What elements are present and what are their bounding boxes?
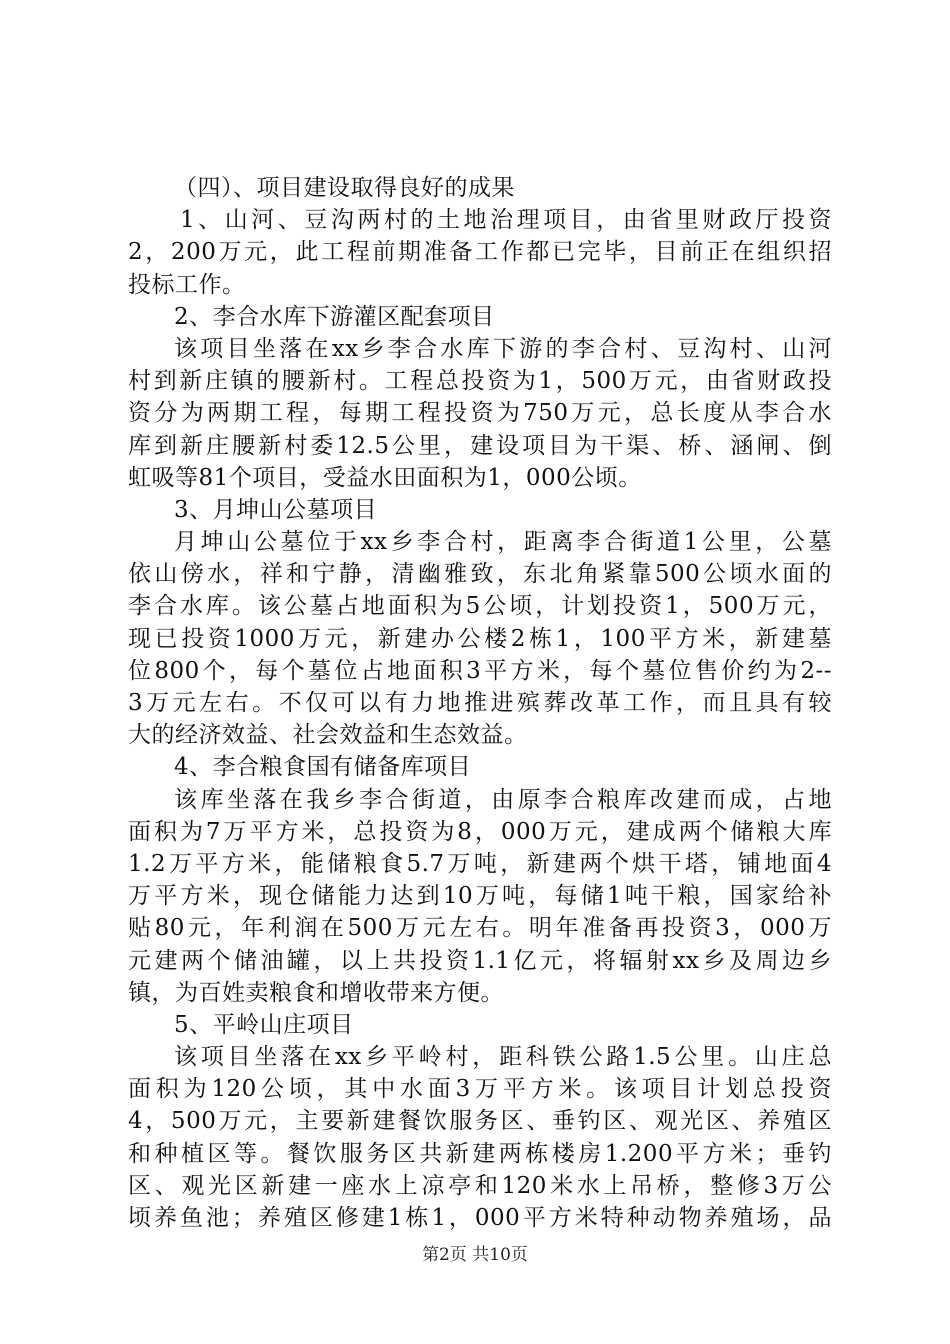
text-line: 虹吸等81个项目，受益水田面积为1，000公顷。 xyxy=(128,464,642,491)
text-line: 万平方米，现仓储能力达到10万吨，每储1吨干粮，国家给补 xyxy=(128,883,832,910)
text-line: 1、山河、豆沟两村的土地治理项目，由省里财政厅投资 xyxy=(180,207,832,234)
text-line: 元建两个储油罐，以上共投资1.1亿元，将辐射xx乡及周边乡 xyxy=(128,947,832,974)
text-line: 该库坐落在我乡李合街道，由原李合粮库改建而成，占地 xyxy=(174,786,832,813)
text-line: 3万元左右。不仅可以有力地推进殡葬改革工作，而且具有较 xyxy=(128,690,832,716)
text-line: 1.2万平方米，能储粮食5.7万吨，新建两个烘干塔，铺地面4 xyxy=(128,850,832,877)
text-line: 现已投资1000万元，新建办公楼2栋1，100平方米，新建墓 xyxy=(128,625,832,652)
document-body xyxy=(128,172,832,1234)
text-line: 位800个，每个墓位占地面积3平方米，每个墓位售价约为2-- xyxy=(128,657,832,684)
text-line: 4、李合粮食国有储备库项目 xyxy=(174,754,472,781)
text-line: 该项目坐落在xx乡李合水库下游的李合村、豆沟村、山河 xyxy=(174,335,832,362)
page-footer: 第2页 共10页 xyxy=(422,1245,528,1265)
text-line: 月坤山公墓位于xx乡李合村，距离李合街道1公里，公墓 xyxy=(174,529,832,556)
text-line: 4，500万元，主要新建餐饮服务区、垂钓区、观光区、养殖区 xyxy=(128,1108,832,1135)
text-line: 大的经济效益、社会效益和生态效益。 xyxy=(128,722,528,749)
text-line: 顷养鱼池；养殖区修建1栋1，000平方米特种动物养殖场，品 xyxy=(128,1205,832,1231)
text-line: 村到新庄镇的腰新村。工程总投资为1，500万元，由省财政投 xyxy=(128,368,832,395)
text-line: 资分为两期工程，每期工程投资为750万元，总长度从李合水 xyxy=(128,400,832,427)
text-line: 3、月坤山公墓项目 xyxy=(174,496,378,523)
text-line: （四）、项目建设取得良好的成果 xyxy=(174,175,515,201)
text-line: 库到新庄腰新村委12.5公里，建设项目为干渠、桥、涵闸、倒 xyxy=(128,432,832,459)
text-line: 2，200万元，此工程前期准备工作都已完毕，目前正在组织招 xyxy=(128,239,832,266)
text-line: 投标工作。 xyxy=(128,271,246,298)
text-line: 该项目坐落在xx乡平岭村，距科铁公路1.5公里。山庄总 xyxy=(174,1044,832,1071)
text-line: 面积为7万平方米，总投资为8，000万元，建成两个储粮大库 xyxy=(128,818,832,845)
text-line: 李合水库。该公墓占地面积为5公顷，计划投资1，500万元， xyxy=(128,593,832,620)
text-line: 区、观光区新建一座水上凉亭和120米水上吊桥，整修3万公 xyxy=(128,1172,832,1199)
text-line: 贴80元，年利润在500万元左右。明年准备再投资3，000万 xyxy=(128,915,832,942)
text-line: 5、平岭山庄项目 xyxy=(174,1011,354,1038)
text-line: 镇，为百姓卖粮食和增收带来方便。 xyxy=(128,979,504,1006)
text-line: 面积为120公顷，其中水面3万平方米。该项目计划总投资 xyxy=(128,1076,832,1103)
text-line: 2、李合水库下游灌区配套项目 xyxy=(174,303,495,330)
text-line: 依山傍水，祥和宁静，清幽雅致，东北角紧靠500公顷水面的 xyxy=(128,561,832,588)
text-line: 和种植区等。餐饮服务区共新建两栋楼房1.200平方米；垂钓 xyxy=(128,1140,832,1167)
